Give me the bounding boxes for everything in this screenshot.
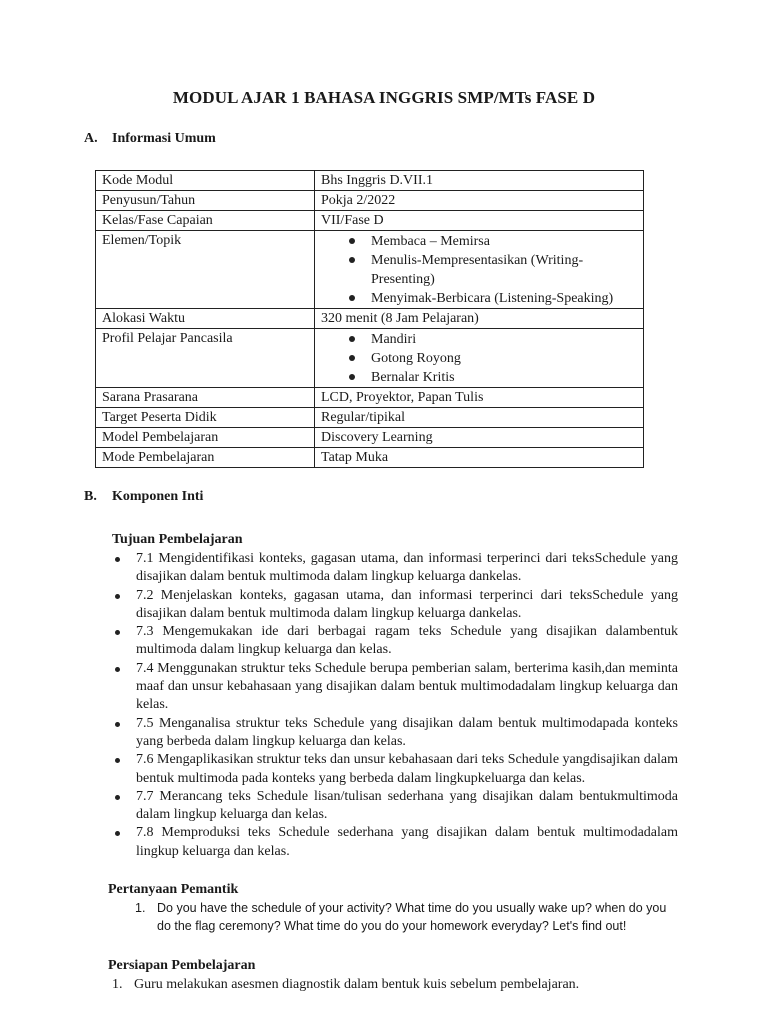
info-key-cell: Mode Pembelajaran [96,448,315,468]
info-table-row [96,448,644,468]
section-a-number: A. [84,131,98,146]
info-value-list-item: Gotong Royong [371,349,637,368]
info-table-row [96,231,644,309]
info-table-row [96,329,644,388]
info-value-list-item: Menulis-Mempresentasikan (Writing-Presenting) [371,251,637,289]
info-value-cell: Tatap Muka [315,448,644,468]
section-a-title: Informasi Umum [112,131,216,146]
info-key-cell: Kelas/Fase Capaian [96,211,315,231]
info-key-cell: Model Pembelajaran [96,428,315,448]
info-value-cell: Pokja 2/2022 [315,191,644,211]
info-value-list [321,232,637,308]
info-key-cell: Elemen/Topik [96,231,315,309]
info-value-cell [315,329,644,388]
info-table-row [96,211,644,231]
info-key-cell: Target Peserta Didik [96,408,315,428]
tujuan-item: 7.5 Menganalisa struktur teks Schedule yang disajikan dalam bentuk multimodapada konteks yang berbeda dalam lingkup keluarga dan kelas. [115,715,678,752]
info-value-cell: Bhs Inggris D.VII.1 [315,171,644,191]
pemantik-item-text: Do you have the schedule of your activity? What time do you usually wake up? when do you do the flag ceremony? What time do you do your homework everyday? Let's find out! [157,901,667,933]
info-key-cell: Kode Modul [96,171,315,191]
tujuan-item: 7.3 Mengemukakan ide dari berbagai ragam teks Schedule yang disajikan dalambentuk multimoda dalam lingkup keluarga dan kelas. [115,623,678,660]
tujuan-item: 7.4 Menggunakan struktur teks Schedule berupa pemberian salam, berterima kasih,dan meminta maaf dan unsur kebahasaan yang disajikan dalam bentuk multimodadalam lingkup keluarga dan kelas. [115,660,678,715]
info-value-cell: Discovery Learning [315,428,644,448]
info-table-row [96,428,644,448]
tujuan-item: 7.8 Memproduksi teks Schedule sederhana yang disajikan dalam bentuk multimodadalam lingkup keluarga dan kelas. [115,824,678,861]
pemantik-list [135,899,680,935]
info-value-list-item: Membaca – Memirsa [371,232,637,251]
info-value-cell [315,231,644,309]
info-value-cell: 320 menit (8 Jam Pelajaran) [315,309,644,329]
info-table-row [96,191,644,211]
info-value-list [321,330,637,387]
tujuan-item: 7.7 Merancang teks Schedule lisan/tulisan sederhana yang disajikan dalam bentukmultimoda dalam lingkup keluarga dan kelas. [115,788,678,825]
info-value-cell: Regular/tipikal [315,408,644,428]
section-b-title: Komponen Inti [112,489,204,504]
info-table [95,170,644,468]
document-title: MODUL AJAR 1 BAHASA INGGRIS SMP/MTs FASE D [172,88,596,107]
persiapan-item-text: Guru melakukan asesmen diagnostik dalam bentuk kuis sebelum pembelajaran. [134,977,580,992]
info-key-cell: Penyusun/Tahun [96,191,315,211]
tujuan-heading: Tujuan Pembelajaran [112,532,243,547]
pemantik-heading: Pertanyaan Pemantik [108,882,239,897]
info-value-list-item: Menyimak-Berbicara (Listening-Speaking) [371,289,637,308]
tujuan-item: 7.2 Menjelaskan konteks, gagasan utama, dan informasi terperinci dari teksSchedule yang disajikan dalam bentuk multimoda dalam lingkup keluarga dankelas. [115,587,678,624]
info-table-row [96,309,644,329]
tujuan-item: 7.6 Mengaplikasikan struktur teks dan unsur kebahasaan dari teks Schedule yangdisajikan dalam bentuk multimoda pada konteks yang berbeda dalam lingkupkeluarga dan kelas. [115,751,678,788]
info-table-row [96,408,644,428]
tujuan-item: 7.1 Mengidentifikasi konteks, gagasan utama, dan informasi terperinci dari teksSchedule yang disajikan dalam bentuk multimoda dalam lingkup keluarga dankelas. [115,550,678,587]
persiapan-list [112,976,672,994]
section-b-heading [84,489,203,505]
info-value-list-item: Bernalar Kritis [371,368,637,387]
section-b-number: B. [84,489,97,504]
info-key-cell: Sarana Prasarana [96,388,315,408]
info-key-cell: Alokasi Waktu [96,309,315,329]
tujuan-list [115,550,678,861]
section-a-heading [84,131,216,147]
persiapan-item-number: 1. [112,977,123,992]
pemantik-item-number: 1. [135,901,146,915]
info-key-cell: Profil Pelajar Pancasila [96,329,315,388]
info-table-row [96,388,644,408]
info-value-cell: LCD, Proyektor, Papan Tulis [315,388,644,408]
info-value-list-item: Mandiri [371,330,637,349]
persiapan-heading: Persiapan Pembelajaran [108,958,256,973]
info-value-cell: VII/Fase D [315,211,644,231]
info-table-row [96,171,644,191]
